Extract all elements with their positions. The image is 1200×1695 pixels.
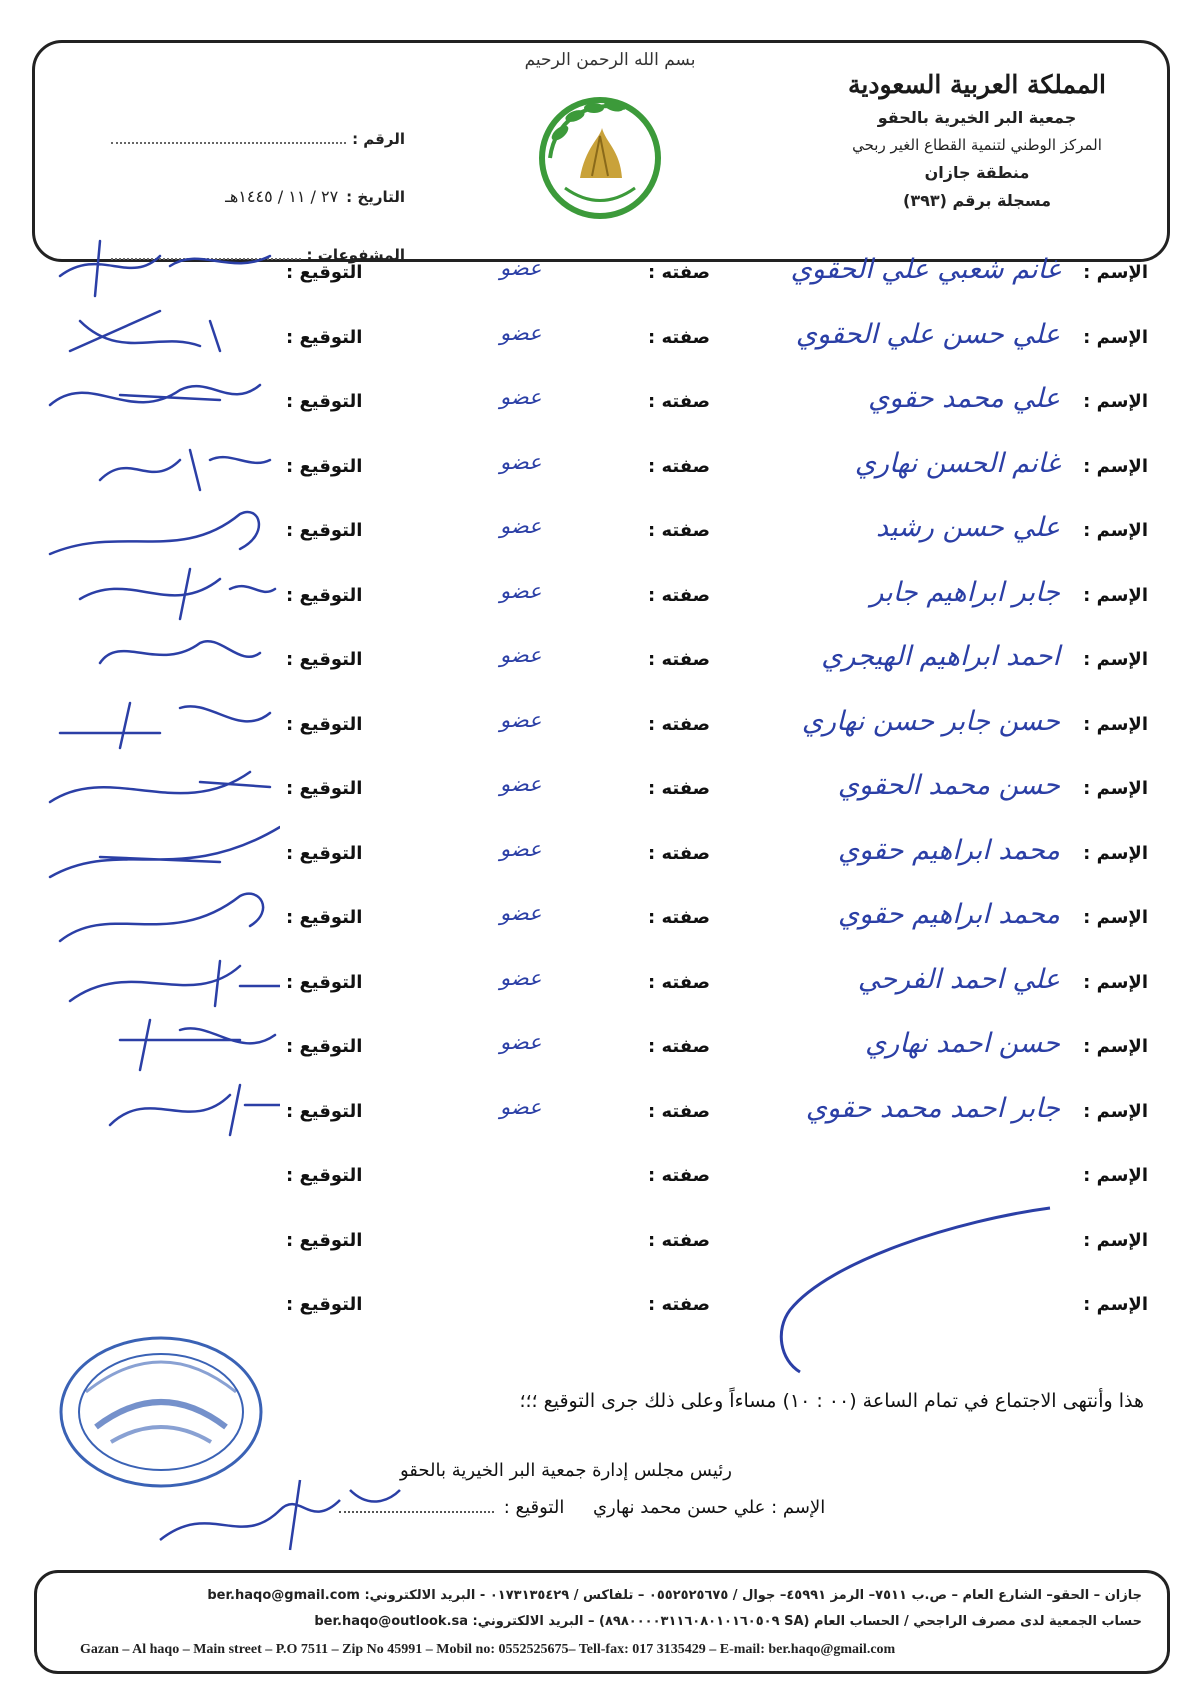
attendee-row xyxy=(0,1028,1200,1076)
signature-label: التوقيع : xyxy=(286,907,363,928)
signature-label: التوقيع : xyxy=(286,455,363,477)
signature-label: التوقيع : xyxy=(286,326,363,348)
chairman-signature xyxy=(150,1470,410,1564)
handwritten-name: علي محمد حقوي xyxy=(868,383,1060,414)
signature-label: التوقيع : xyxy=(286,842,363,864)
role-label: صفته : xyxy=(648,584,711,606)
name-label: الإسم : xyxy=(1083,520,1148,541)
footer-contact-ar: جازان – الحقو– الشارع العام – ص.ب ٧٥١١– الرمز ٤٥٩٩١– جوال / ٠٥٥٢٥٢٥٦٧٥ – تلفاكس / ٠١٧٣١٣٥٤٢٩ - البريد الالكتروني: ber.haqo@gmail.com xyxy=(207,1588,1142,1603)
attendee-row xyxy=(0,447,1200,496)
handwritten-name: علي حسن علي الحقوي xyxy=(795,318,1060,350)
handwritten-signature xyxy=(40,1075,280,1159)
attendee-row xyxy=(0,318,1200,367)
handwritten-role: عضو xyxy=(500,836,542,861)
signature-label: التوقيع : xyxy=(286,520,363,541)
handwritten-name: جابر ابراهيم جابر xyxy=(870,576,1060,608)
name-label: الإسم : xyxy=(1083,713,1148,735)
handwritten-role: عضو xyxy=(500,965,542,990)
attachments-label: المشفوعات : xyxy=(306,246,405,264)
void-stroke xyxy=(770,1200,1060,1384)
chairman-title: رئيس مجلس إدارة جمعية البر الخيرية بالحقو xyxy=(400,1460,732,1481)
role-label: صفته : xyxy=(648,455,711,477)
attendee-row xyxy=(0,899,1200,947)
role-label: صفته : xyxy=(648,1100,711,1122)
role-label: صفته : xyxy=(648,713,711,735)
signature-label: التوقيع : xyxy=(286,1229,363,1251)
association-logo xyxy=(530,88,670,232)
date-label: التاريخ : xyxy=(346,188,405,206)
handwritten-name: غانم شعبي علي الحقوي xyxy=(790,254,1060,285)
role-label: صفته : xyxy=(648,520,711,541)
signature-label: التوقيع : xyxy=(286,262,363,283)
name-label: الإسم : xyxy=(1083,1036,1148,1057)
kingdom-title: المملكة العربية السعودية xyxy=(847,70,1107,99)
handwritten-role: عضو xyxy=(500,256,542,280)
signature-label: التوقيع : xyxy=(286,1036,363,1057)
name-label: الإسم : xyxy=(1083,778,1148,799)
role-label: صفته : xyxy=(648,907,711,928)
signature-label: التوقيع : xyxy=(286,778,363,799)
handwritten-role: عضو xyxy=(500,707,542,732)
date-field xyxy=(105,148,405,206)
handwritten-role: عضو xyxy=(500,514,542,538)
handwritten-role: عضو xyxy=(500,449,542,474)
registration-number: مسجلة برقم (٣٩٣) xyxy=(903,191,1051,210)
name-label: الإسم : xyxy=(1083,455,1148,477)
role-label: صفته : xyxy=(648,326,711,348)
attendee-row xyxy=(0,834,1200,883)
role-label: صفته : xyxy=(648,971,711,993)
signature-label: التوقيع : xyxy=(286,1165,363,1186)
role-label: صفته : xyxy=(648,1165,711,1186)
signature-label: التوقيع : xyxy=(286,391,363,412)
role-label: صفته : xyxy=(648,1229,711,1251)
handwritten-name: محمد ابراهيم حقوي xyxy=(837,834,1060,866)
closing-statement: هذا وأنتهى الاجتماع في تمام الساعة (٠٠ : ١٠) مساءاً وعلى ذلك جرى التوقيع ؛؛؛ xyxy=(519,1390,1144,1412)
number-dots xyxy=(111,141,346,144)
name-label: الإسم : xyxy=(1083,326,1148,348)
number-field xyxy=(105,90,405,148)
signature-label: التوقيع : xyxy=(286,584,363,606)
handwritten-role: عضو xyxy=(500,385,542,409)
handwritten-role: عضو xyxy=(500,578,542,603)
handwritten-role: عضو xyxy=(500,901,542,925)
handwritten-name: حسن احمد نهاري xyxy=(865,1028,1060,1059)
handwritten-name: علي حسن رشيد xyxy=(875,512,1060,543)
attendee-row xyxy=(0,705,1200,754)
role-label: صفته : xyxy=(648,1036,711,1057)
name-label: الإسم : xyxy=(1083,262,1148,283)
name-label: الإسم : xyxy=(1083,391,1148,412)
name-label: الإسم : xyxy=(1083,971,1148,993)
date-value: ٢٧ / ١١ / ١٤٤٥هـ xyxy=(225,187,339,206)
name-label: الإسم : xyxy=(1083,649,1148,670)
center-name: المركز الوطني لتنمية القطاع الغير ربحي xyxy=(852,136,1102,154)
attendee-row xyxy=(0,512,1200,560)
handwritten-role: عضو xyxy=(500,1030,542,1054)
handwritten-name: حسن محمد الحقوي xyxy=(837,770,1060,801)
role-label: صفته : xyxy=(648,262,711,283)
footer-contact-en: Gazan – Al haqo – Main street – P.O 7511 – Zip No 45991 – Mobil no: 0552525675– Tell-fax: 017 3135429 – E-mail: ber.haqo@gmail.com xyxy=(80,1642,896,1657)
handwritten-name: حسن جابر حسن نهاري xyxy=(801,705,1060,737)
name-label: الإسم : xyxy=(1083,1165,1148,1186)
handwritten-name: غانم الحسن نهاري xyxy=(854,447,1060,479)
name-label: الإسم : xyxy=(1083,1294,1148,1315)
attendee-row xyxy=(0,1165,1200,1205)
name-label: الإسم : xyxy=(1083,842,1148,864)
attendee-row xyxy=(0,963,1200,1012)
role-label: صفته : xyxy=(648,842,711,864)
role-label: صفته : xyxy=(648,649,711,670)
chairman-signature-label: التوقيع : xyxy=(503,1497,565,1518)
name-label: الإسم : xyxy=(1083,1100,1148,1122)
letterhead-info xyxy=(812,70,1142,210)
signature-label: التوقيع : xyxy=(286,971,363,993)
name-label: الإسم : xyxy=(1083,584,1148,606)
handwritten-name: احمد ابراهيم الهيجري xyxy=(821,641,1060,672)
number-label: الرقم : xyxy=(352,130,405,148)
handwritten-role: عضو xyxy=(500,643,542,667)
name-label: الإسم : xyxy=(1083,907,1148,928)
attendee-row xyxy=(0,1092,1200,1141)
handwritten-role: عضو xyxy=(500,772,542,796)
footer-bank-ar: حساب الجمعية لدى مصرف الراجحي / الحساب العام (SA ٨٩٨٠٠٠٠٣١١٦٠٨٠١٠١٦٠٥٠٩) – البريد الالكتروني: ber.haqo@outlook.sa xyxy=(314,1614,1142,1629)
role-label: صفته : xyxy=(648,391,711,412)
region-name: منطقة جازان xyxy=(924,163,1030,182)
attendee-row xyxy=(0,576,1200,625)
signature-label: التوقيع : xyxy=(286,649,363,670)
signature-label: التوقيع : xyxy=(286,1294,363,1315)
attendee-row xyxy=(0,383,1200,431)
handwritten-name: علي احمد الفرحي xyxy=(857,963,1060,995)
name-label: الإسم : xyxy=(1083,1229,1148,1251)
chairman-name: الإسم : علي حسن محمد نهاري xyxy=(592,1497,826,1518)
handwritten-role: عضو xyxy=(500,320,542,345)
attendee-row xyxy=(0,770,1200,818)
attendee-row xyxy=(0,641,1200,689)
association-name: جمعية البر الخيرية بالحقو xyxy=(877,108,1077,127)
handwritten-name: محمد ابراهيم حقوي xyxy=(837,899,1060,930)
signature-label: التوقيع : xyxy=(286,1100,363,1122)
role-label: صفته : xyxy=(648,1294,711,1315)
basmala: بسم الله الرحمن الرحيم xyxy=(524,50,696,70)
signature-label: التوقيع : xyxy=(286,713,363,735)
handwritten-role: عضو xyxy=(500,1094,542,1119)
handwritten-name: جابر احمد محمد حقوي xyxy=(805,1092,1060,1124)
role-label: صفته : xyxy=(648,778,711,799)
